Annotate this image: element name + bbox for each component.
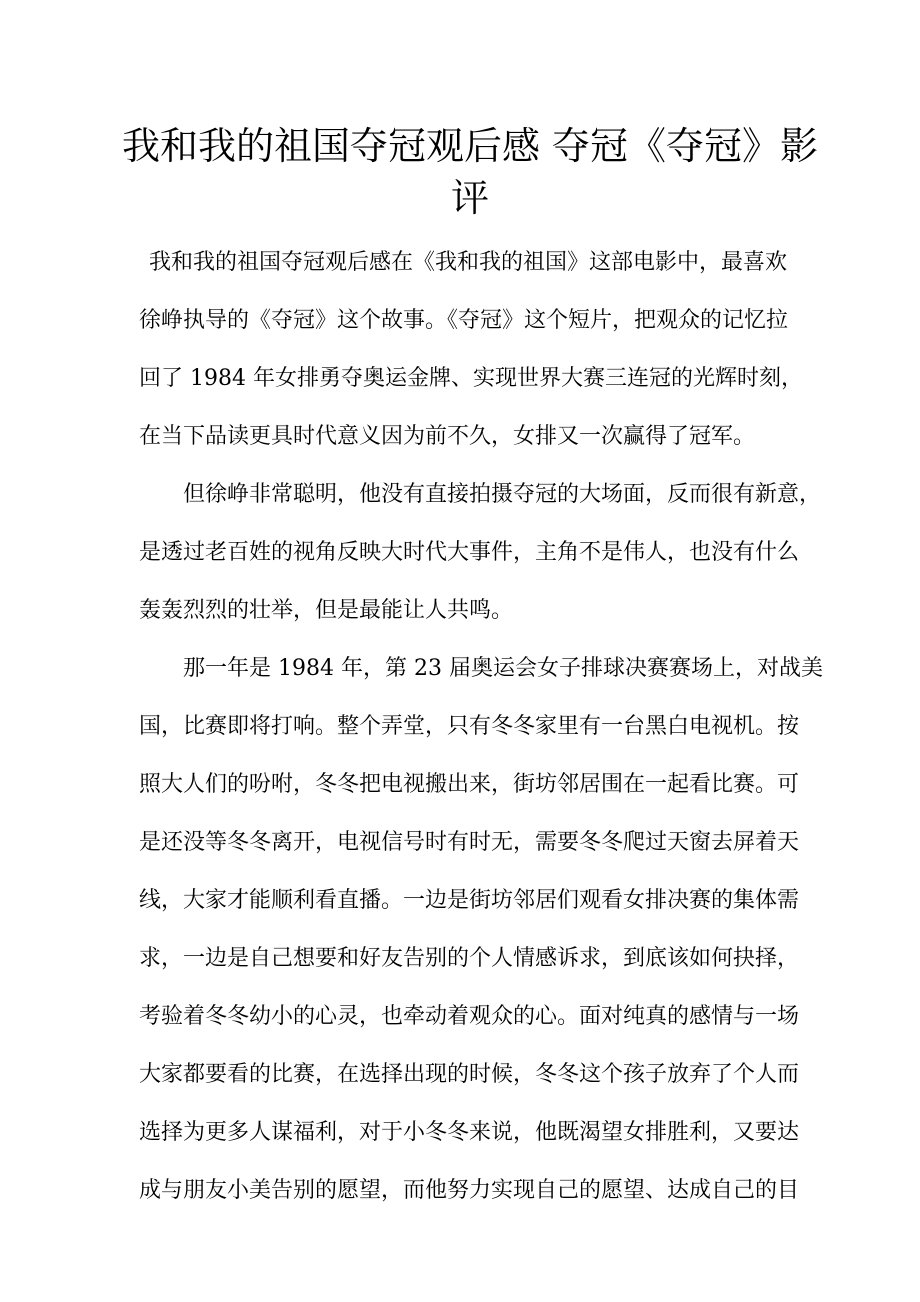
paragraph-line: 徐峥执导的《夺冠》这个故事。《夺冠》这个短片，把观众的记忆拉	[139, 308, 789, 333]
paragraph-line: 国，比赛即将打响。整个弄堂，只有冬冬家里有一台黑白电视机。按	[139, 714, 800, 739]
document-title: 我和我的祖国夺冠观后感 夺冠《夺冠》影评	[121, 124, 819, 220]
paragraph-line: 是透过老百姓的视角反映大时代大事件，主角不是伟人，也没有什么	[139, 540, 800, 565]
paragraph-line: 但徐峥非常聪明，他没有直接拍摄夺冠的大场面，反而很有新意，	[183, 482, 822, 507]
paragraph-line: 选择为更多人谋福利，对于小冬冬来说，他既渴望女排胜利，又要达	[139, 1120, 800, 1145]
paragraph-line: 大家都要看的比赛，在选择出现的时候，冬冬这个孩子放弃了个人而	[139, 1062, 800, 1087]
paragraph-line: 成与朋友小美告别的愿望，而他努力实现自己的愿望、达成自己的目	[139, 1178, 800, 1203]
document-body	[139, 234, 823, 1220]
paragraph-line: 照大人们的吩咐，冬冬把电视搬出来，街坊邻居围在一起看比赛。可	[139, 772, 800, 797]
paragraph-line: 在当下品读更具时代意义因为前不久，女排又一次赢得了冠军。	[139, 424, 756, 449]
paragraph-line: 那一年是 1984 年，第 23 届奥运会女子排球决赛赛场上，对战美	[183, 656, 823, 681]
paragraph-line: 我和我的祖国夺冠观后感在《我和我的祖国》这部电影中，最喜欢	[149, 250, 788, 275]
paragraph-line: 线，大家才能顺利看直播。一边是街坊邻居们观看女排决赛的集体需	[139, 888, 800, 913]
paragraph-line: 轰轰烈烈的壮举，但是最能让人共鸣。	[139, 598, 514, 623]
paragraph-line: 回了 1984 年女排勇夺奥运金牌、实现世界大赛三连冠的光辉时刻，	[139, 366, 803, 391]
paragraph-line: 是还没等冬冬离开，电视信号时有时无，需要冬冬爬过天窗去屏着天	[139, 830, 800, 855]
paragraph-line: 求，一边是自己想要和好友告别的个人情感诉求，到底该如何抉择，	[139, 946, 800, 971]
paragraph-line: 考验着冬冬幼小的心灵，也牵动着观众的心。面对纯真的感情与一场	[139, 1004, 800, 1029]
